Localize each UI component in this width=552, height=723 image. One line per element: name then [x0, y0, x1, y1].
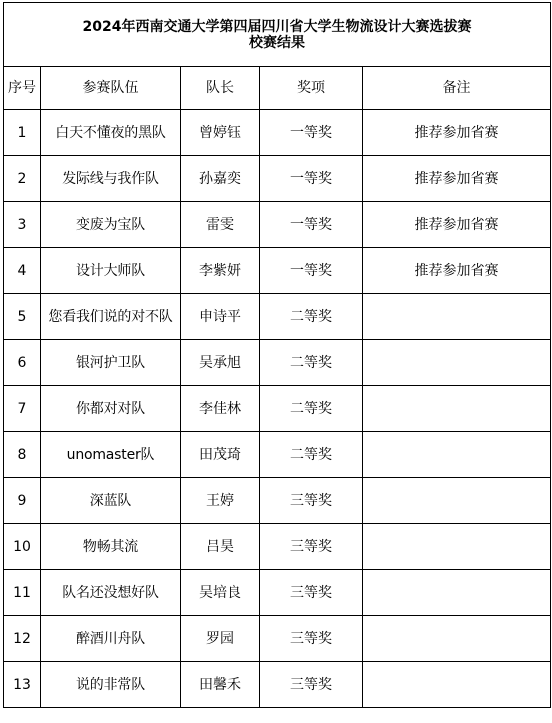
cell-captain: 申诗平: [181, 294, 260, 340]
cell-note: [363, 662, 551, 708]
cell-note: [363, 340, 551, 386]
cell-index: 3: [4, 202, 41, 248]
cell-index: 5: [4, 294, 41, 340]
table-row: [4, 478, 551, 524]
table-row: [4, 156, 551, 202]
cell-award: 二等奖: [260, 432, 363, 478]
cell-team: 您看我们说的对不队: [41, 294, 181, 340]
cell-note: [363, 524, 551, 570]
table-row: [4, 662, 551, 708]
cell-team: 物畅其流: [41, 524, 181, 570]
cell-captain: 李佳林: [181, 386, 260, 432]
cell-team: 发际线与我作队: [41, 156, 181, 202]
cell-captain: 吴承旭: [181, 340, 260, 386]
cell-team: 白天不懂夜的黑队: [41, 110, 181, 156]
cell-captain: 李紫妍: [181, 248, 260, 294]
table-row: [4, 340, 551, 386]
cell-captain: 田茂琦: [181, 432, 260, 478]
cell-captain: 雷雯: [181, 202, 260, 248]
cell-note: 推荐参加省赛: [363, 202, 551, 248]
cell-team: 队名还没想好队: [41, 570, 181, 616]
cell-note: 推荐参加省赛: [363, 248, 551, 294]
cell-index: 1: [4, 110, 41, 156]
column-header-team: 参赛队伍: [41, 67, 181, 110]
column-header-captain: 队长: [181, 67, 260, 110]
cell-index: 7: [4, 386, 41, 432]
table-row: [4, 432, 551, 478]
page-title: [4, 3, 551, 67]
cell-award: 二等奖: [260, 294, 363, 340]
cell-team: 设计大师队: [41, 248, 181, 294]
cell-note: [363, 386, 551, 432]
cell-index: 12: [4, 616, 41, 662]
cell-team: unomaster队: [41, 432, 181, 478]
cell-index: 9: [4, 478, 41, 524]
cell-award: 一等奖: [260, 156, 363, 202]
cell-award: 三等奖: [260, 662, 363, 708]
cell-award: 二等奖: [260, 340, 363, 386]
cell-captain: 曾婷钰: [181, 110, 260, 156]
cell-team: 说的非常队: [41, 662, 181, 708]
title-line-1: 2024年西南交通大学第四届四川省大学生物流设计大赛选拔赛: [82, 18, 472, 35]
column-header-note: 备注: [363, 67, 551, 110]
cell-index: 8: [4, 432, 41, 478]
cell-team: 银河护卫队: [41, 340, 181, 386]
cell-team: 你都对对队: [41, 386, 181, 432]
title-line-2: 校赛结果: [249, 34, 306, 51]
cell-index: 4: [4, 248, 41, 294]
cell-award: 一等奖: [260, 248, 363, 294]
table-row: [4, 570, 551, 616]
cell-note: [363, 294, 551, 340]
cell-index: 13: [4, 662, 41, 708]
cell-index: 10: [4, 524, 41, 570]
cell-award: 三等奖: [260, 478, 363, 524]
column-header-award: 奖项: [260, 67, 363, 110]
cell-award: 一等奖: [260, 202, 363, 248]
cell-award: 三等奖: [260, 524, 363, 570]
cell-team: 变废为宝队: [41, 202, 181, 248]
table-row: [4, 294, 551, 340]
cell-captain: 田馨禾: [181, 662, 260, 708]
table-row: [4, 386, 551, 432]
cell-index: 11: [4, 570, 41, 616]
cell-award: 三等奖: [260, 616, 363, 662]
cell-award: 三等奖: [260, 570, 363, 616]
table-row: [4, 524, 551, 570]
cell-captain: 孙嘉奕: [181, 156, 260, 202]
results-table: [3, 2, 551, 708]
cell-award: 一等奖: [260, 110, 363, 156]
table-row: [4, 202, 551, 248]
cell-captain: 吴培良: [181, 570, 260, 616]
cell-award: 二等奖: [260, 386, 363, 432]
cell-note: [363, 478, 551, 524]
cell-team: 深蓝队: [41, 478, 181, 524]
cell-note: 推荐参加省赛: [363, 156, 551, 202]
title-row: [4, 3, 551, 67]
table-row: [4, 248, 551, 294]
cell-team: 醉酒川舟队: [41, 616, 181, 662]
cell-note: [363, 570, 551, 616]
cell-captain: 吕昊: [181, 524, 260, 570]
cell-captain: 罗园: [181, 616, 260, 662]
column-header-index: 序号: [4, 67, 41, 110]
cell-index: 6: [4, 340, 41, 386]
cell-note: [363, 432, 551, 478]
cell-index: 2: [4, 156, 41, 202]
cell-captain: 王婷: [181, 478, 260, 524]
table-row: [4, 616, 551, 662]
table-row: [4, 110, 551, 156]
cell-note: [363, 616, 551, 662]
cell-note: 推荐参加省赛: [363, 110, 551, 156]
column-header-row: [4, 67, 551, 110]
